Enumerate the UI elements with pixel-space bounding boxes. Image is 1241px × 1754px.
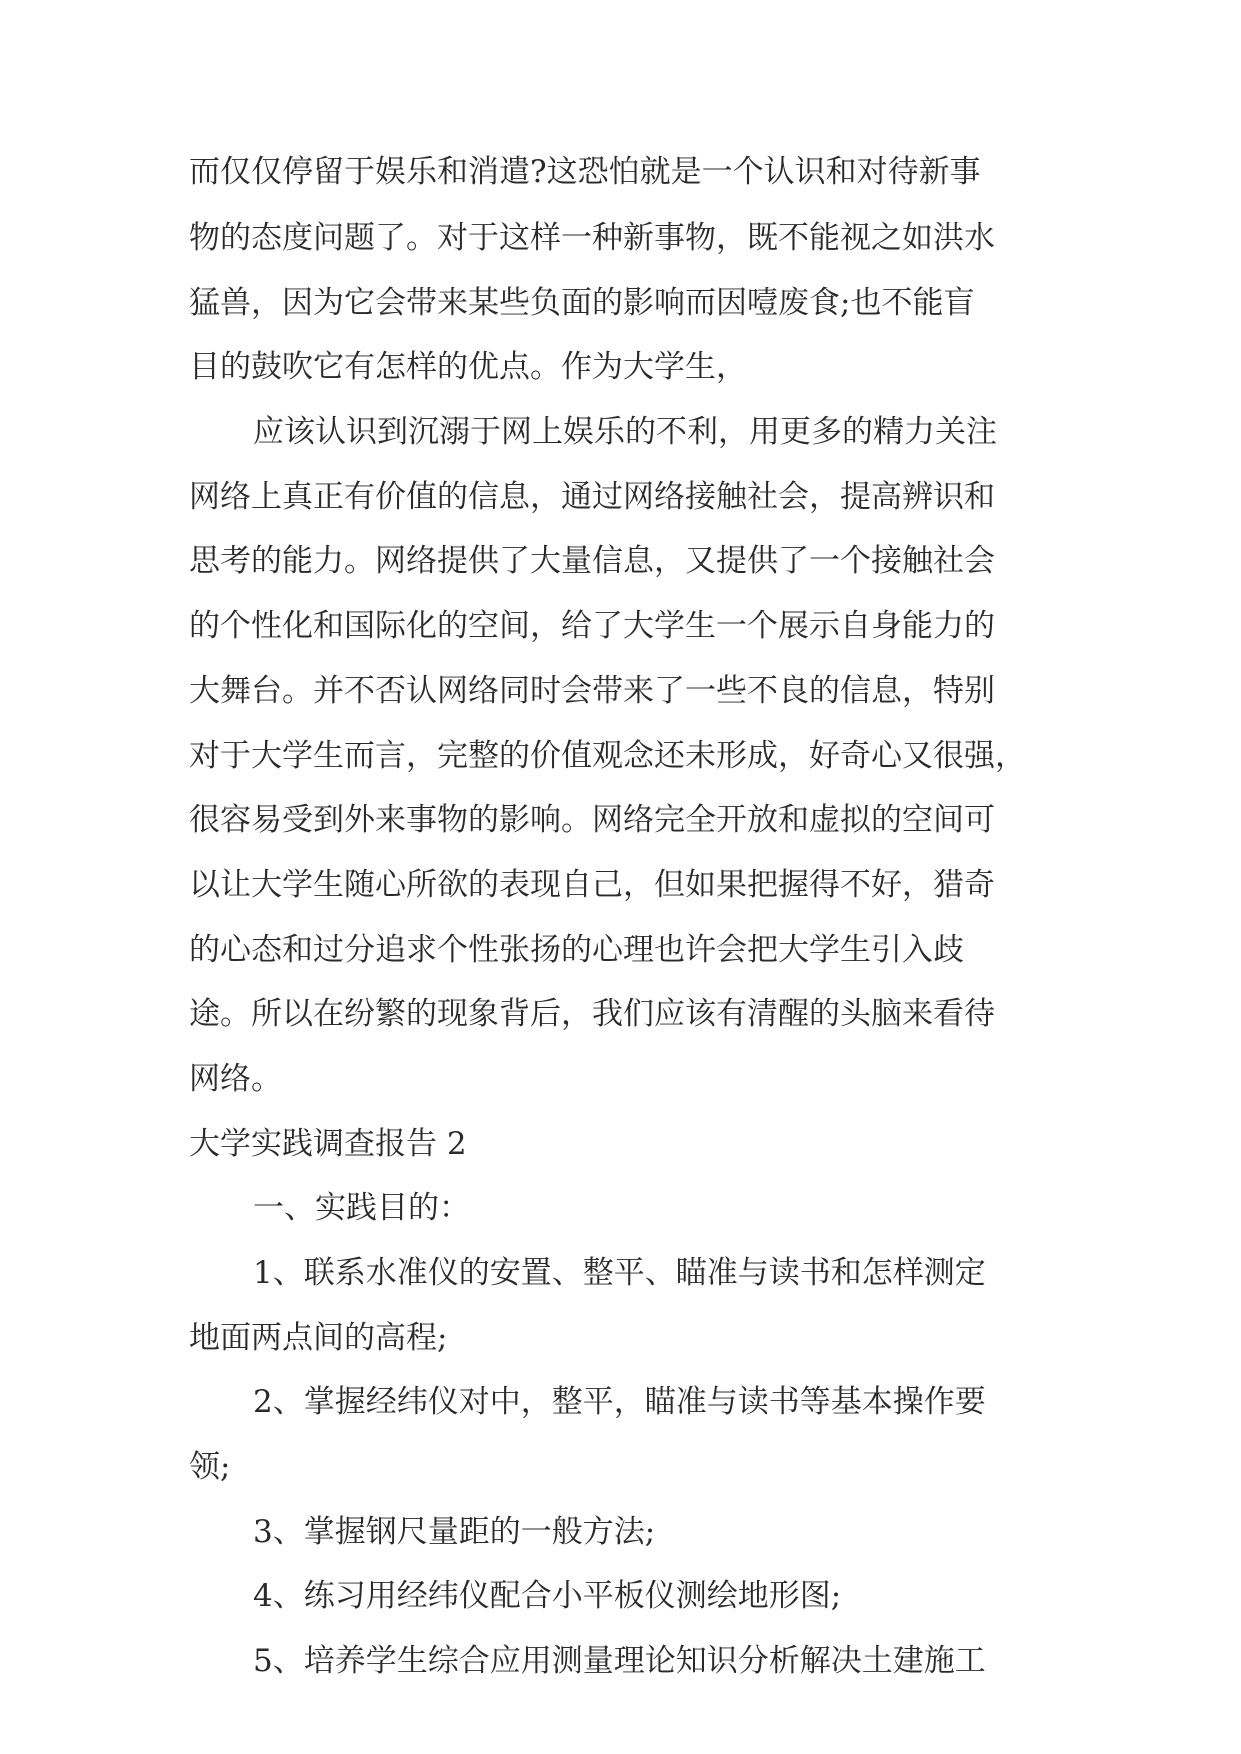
text-line: 网络。: [189, 1061, 282, 1097]
text-line: 物的态度问题了。对于这样一种新事物，既不能视之如洪水: [189, 220, 995, 256]
text-line: 对于大学生而言，完整的价值观念还未形成，好奇心又很强，: [189, 738, 1026, 774]
text-line: 以让大学生随心所欲的表现自己，但如果把握得不好，猎奇: [189, 867, 995, 903]
text-line: 思考的能力。网络提供了大量信息，又提供了一个接触社会: [189, 543, 995, 579]
text-line: 猛兽，因为它会带来某些负面的影响而因噎废食;也不能盲: [189, 285, 975, 321]
section-heading: 大学实践调查报告 2: [189, 1126, 467, 1162]
text-line: 1、联系水准仪的安置、整平、瞄准与读书和怎样测定: [253, 1255, 986, 1291]
text-line: 目的鼓吹它有怎样的优点。作为大学生，: [189, 349, 747, 385]
text-line: 而仅仅停留于娱乐和消遣?这恐怕就是一个认识和对待新事: [189, 154, 981, 190]
text-line: 应该认识到沉溺于网上娱乐的不利，用更多的精力关注: [253, 414, 997, 450]
text-line: 的个性化和国际化的空间，给了大学生一个展示自身能力的: [189, 608, 995, 644]
text-line: 3、掌握钢尺量距的一般方法;: [253, 1514, 656, 1550]
text-line: 2、掌握经纬仪对中，整平，瞄准与读书等基本操作要: [253, 1384, 986, 1420]
text-line: 4、练习用经纬仪配合小平板仪测绘地形图;: [253, 1578, 842, 1614]
text-line: 很容易受到外来事物的影响。网络完全开放和虚拟的空间可: [189, 802, 995, 838]
text-line: 网络上真正有价值的信息，通过网络接触社会，提高辨识和: [189, 479, 995, 515]
text-line: 领;: [189, 1449, 231, 1485]
text-line: 的心态和过分追求个性张扬的心理也许会把大学生引入歧: [189, 932, 964, 968]
text-line: 大舞台。并不否认网络同时会带来了一些不良的信息，特别: [189, 673, 995, 709]
text-line: 5、培养学生综合应用测量理论知识分析解决土建施工: [253, 1643, 986, 1679]
text-line: 地面两点间的高程;: [189, 1320, 448, 1356]
text-line: 一、实践目的：: [253, 1190, 470, 1226]
text-line: 途。所以在纷繁的现象背后，我们应该有清醒的头脑来看待: [189, 996, 995, 1032]
